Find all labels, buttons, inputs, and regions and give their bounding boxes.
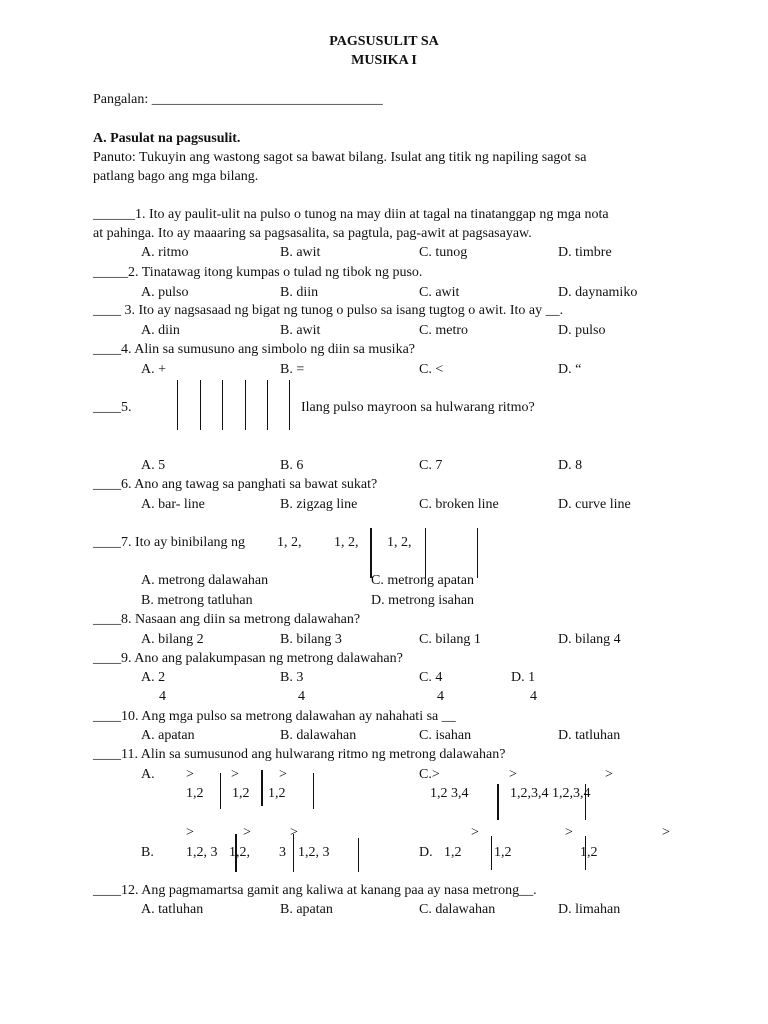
accent-mark: > [662,825,670,840]
q9-option-a: A. 2 [141,670,166,685]
name-line: Pangalan: _________________________________ [93,92,383,107]
q7-option-c: C. metrong apatan [371,573,475,588]
bar-line [491,836,492,870]
q11-b-count-2: 1,2, [229,845,250,860]
q4-option-b: B. = [280,362,305,377]
q11-option-b-label: B. [141,845,154,860]
bar-line [261,770,263,806]
q2-option-c: C. awit [419,285,460,300]
q8-option-c: C. bilang 1 [419,632,481,647]
pulse-bar [177,380,178,430]
q5-option-b: B. 6 [280,458,304,473]
q2-option-b: B. diin [280,285,319,300]
q9-denominator-b: 4 [298,689,305,704]
q6-option-b: B. zigzag line [280,497,358,512]
q9-denominator-a: 4 [159,689,166,704]
q11-d-count-1: 1,2 [444,845,462,860]
accent-mark: > [509,767,517,782]
q8-option-a: A. bilang 2 [141,632,204,647]
q11-option-d-label: D. [419,845,433,860]
q11-b-count-3: 3 [279,845,286,860]
section-title: A. Pasulat na pagsusulit. [93,131,241,146]
q10-text: ____10. Ang mga pulso sa metrong dalawahan ay nahahati sa __ [93,709,456,724]
q12-option-d: D. limahan [558,902,621,917]
q11-a-count-3: 1,2 [268,786,286,801]
q11-option-a-label: A. [141,767,155,782]
q11-b-count-4: 1,2, 3 [298,845,330,860]
q9-option-c: C. 4 [419,670,443,685]
q4-text: ____4. Alin sa sumusuno ang simbolo ng diin sa musika? [93,342,415,357]
q5-option-a: A. 5 [141,458,166,473]
q5-option-d: D. 8 [558,458,583,473]
q9-option-b: B. 3 [280,670,304,685]
instruction-line-2: patlang bago ang mga bilang. [93,169,259,184]
q4-option-d: D. “ [558,362,582,377]
q7-option-d: D. metrong isahan [371,593,475,608]
accent-mark: > [279,767,287,782]
q12-option-a: A. tatluhan [141,902,204,917]
q1-option-b: B. awit [280,245,321,260]
q11-text: ____11. Alin sa sumusunod ang hulwarang ritmo ng metrong dalawahan? [93,747,506,762]
q7-count-3: 1, 2, [387,535,412,550]
q8-option-b: B. bilang 3 [280,632,342,647]
q10-option-d: D. tatluhan [558,728,621,743]
q7-count-1: 1, 2, [277,535,302,550]
q7-option-b: B. metrong tatluhan [141,593,253,608]
q4-option-a: A. + [141,362,167,377]
accent-mark: > [290,825,298,840]
bar-line [370,528,372,578]
q8-option-d: D. bilang 4 [558,632,621,647]
bar-line [585,784,586,820]
bar-line [358,838,359,872]
accent-mark: > [186,825,194,840]
accent-mark: > [565,825,573,840]
q11-a-count-2: 1,2 [232,786,250,801]
q11-option-c-label: C.> [419,767,440,782]
q12-text: ____12. Ang pagmamartsa gamit ang kaliwa at kanang paa ay nasa metrong__. [93,883,537,898]
q3-text: ____ 3. Ito ay nagsasaad ng bigat ng tunog o pulso sa isang tugtog o awit. Ito ay __. [93,303,564,318]
q6-option-d: D. curve line [558,497,631,512]
q6-text: ____6. Ano ang tawag sa panghati sa bawat sukat? [93,477,378,492]
pulse-bar [222,380,223,430]
bar-line [313,773,314,809]
bar-line [477,528,478,578]
q8-text: ____8. Nasaan ang diin sa metrong dalawahan? [93,612,361,627]
q3-option-a: A. diin [141,323,180,338]
q9-denominator-c: 4 [437,689,444,704]
q5-text: Ilang pulso mayroon sa hulwarang ritmo? [301,400,535,415]
bar-line [425,528,426,578]
q9-text: ____9. Ano ang palakumpasan ng metrong dalawahan? [93,651,403,666]
q10-option-b: B. dalawahan [280,728,357,743]
q11-c-count-2: 1,2,3,4 1,2,3,4 [510,786,591,801]
page-title: PAGSUSULIT SA [329,34,439,49]
q1-option-c: C. tunog [419,245,468,260]
instruction-line-1: Panuto: Tukuyin ang wastong sagot sa bawat bilang. Isulat ang titik ng napiling sagot sa [93,150,587,165]
page-subtitle: MUSIKA I [351,53,417,68]
q6-option-c: C. broken line [419,497,499,512]
bar-line [497,784,499,820]
q11-d-count-2: 1,2 [494,845,512,860]
q6-option-a: A. bar- line [141,497,205,512]
pulse-bar [200,380,201,430]
pulse-bar [267,380,268,430]
q7-count-2: 1, 2, [334,535,359,550]
q11-a-count-1: 1,2 [186,786,204,801]
q3-option-c: C. metro [419,323,468,338]
q4-option-c: C. < [419,362,444,377]
q5-number: ____5. [93,400,132,415]
pulse-bar [289,380,290,430]
q5-option-c: C. 7 [419,458,443,473]
q2-option-a: A. pulso [141,285,189,300]
q12-option-c: C. dalawahan [419,902,496,917]
q1-text-line-1: ______1. Ito ay paulit-ulit na pulso o tunog na may diin at tagal na tinatanggap ng mga nota [93,207,609,222]
q10-option-c: C. isahan [419,728,472,743]
q10-option-a: A. apatan [141,728,195,743]
q11-b-count-1: 1,2, 3 [186,845,218,860]
bar-line [220,773,221,809]
q7-option-a: A. metrong dalawahan [141,573,269,588]
q7-text: ____7. Ito ay binibilang ng [93,535,246,550]
pulse-bar [245,380,246,430]
q11-d-count-3: 1,2 [580,845,598,860]
q1-option-d: D. timbre [558,245,612,260]
q3-option-b: B. awit [280,323,321,338]
bar-line [293,834,294,872]
accent-mark: > [471,825,479,840]
q3-option-d: D. pulso [558,323,606,338]
q9-denominator-d: 4 [530,689,537,704]
q2-text: _____2. Tinatawag itong kumpas o tulad ng tibok ng puso. [93,265,423,280]
accent-mark: > [186,767,194,782]
q1-option-a: A. ritmo [141,245,189,260]
accent-mark: > [231,767,239,782]
q12-option-b: B. apatan [280,902,333,917]
q1-text-line-2: at pahinga. Ito ay maaaring sa pagsasalita, sa pagtula, pag-awit at pagsasayaw. [93,226,532,241]
q9-option-d: D. 1 [511,670,536,685]
q2-option-d: D. daynamiko [558,285,638,300]
accent-mark: > [605,767,613,782]
accent-mark: > [243,825,251,840]
q11-c-count-1: 1,2 3,4 [430,786,469,801]
